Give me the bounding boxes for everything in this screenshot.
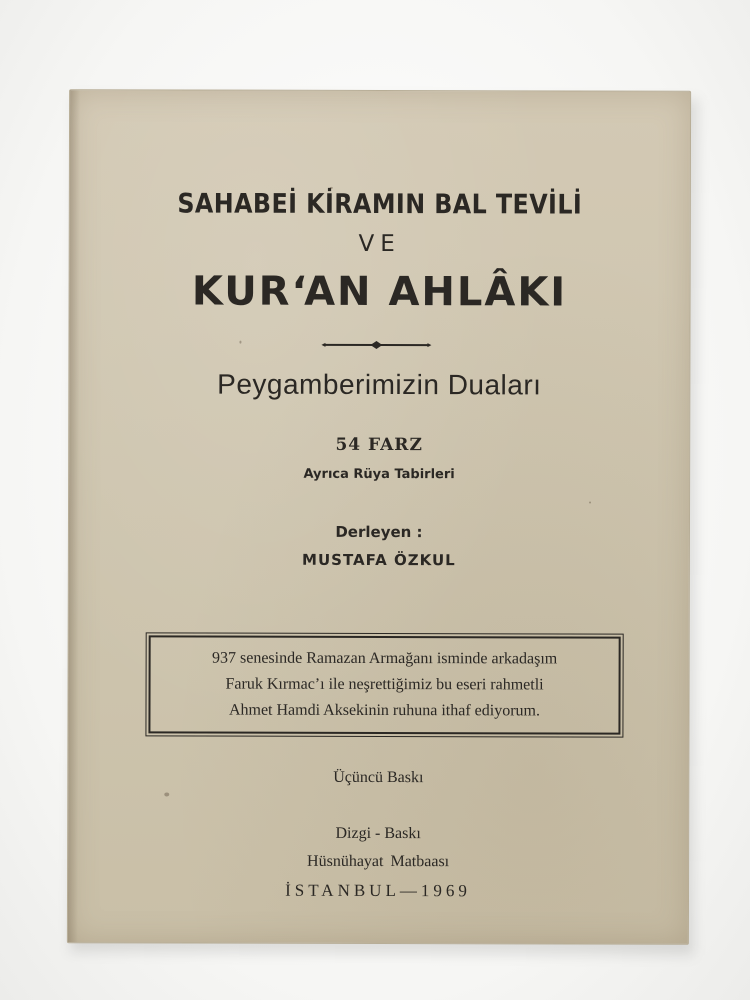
printer-name: Hüsnühayat Matbaası	[307, 852, 450, 871]
edition-label: Üçüncü Baskı	[333, 768, 424, 787]
paper-speck	[589, 502, 591, 504]
dedication-line: Ahmet Hamdi Aksekinin ruhuna ithaf ediyorum.	[228, 701, 541, 720]
booklet-spine	[68, 90, 80, 942]
dedication-line: Faruk Kırmac’ı ile neşrettiğimiz bu eseri rahmetli	[225, 675, 544, 694]
compiler-name: MUSTAFA ÖZKUL	[302, 550, 456, 570]
extra-contents: Ayrıca Rüya Tabirleri	[303, 466, 455, 483]
dedication-line: 937 senesinde Ramazan Armağanı isminde arkadaşım	[211, 649, 558, 668]
title-line-2: KUR‘AN AHLÂKI	[191, 268, 568, 316]
dedication-box	[148, 635, 620, 734]
title-conjunction: VE	[358, 230, 401, 258]
print-type: Dizgi - Baskı	[335, 824, 421, 843]
compiler-label: Derleyen :	[335, 522, 423, 542]
farz-heading: 54 FARZ	[335, 434, 423, 456]
title-line-1: SAHABEİ KİRAMIN BAL TEVİLİ	[177, 188, 583, 221]
paper-speck	[239, 341, 241, 344]
place-year: İSTANBUL—1969	[285, 880, 471, 901]
paper-speck	[477, 687, 480, 690]
paper-speck	[330, 187, 333, 189]
booklet-cover	[67, 89, 691, 945]
paper-speck	[164, 792, 169, 796]
subtitle: Peygamberimizin Duaları	[217, 368, 542, 401]
ornament-divider	[321, 339, 431, 351]
